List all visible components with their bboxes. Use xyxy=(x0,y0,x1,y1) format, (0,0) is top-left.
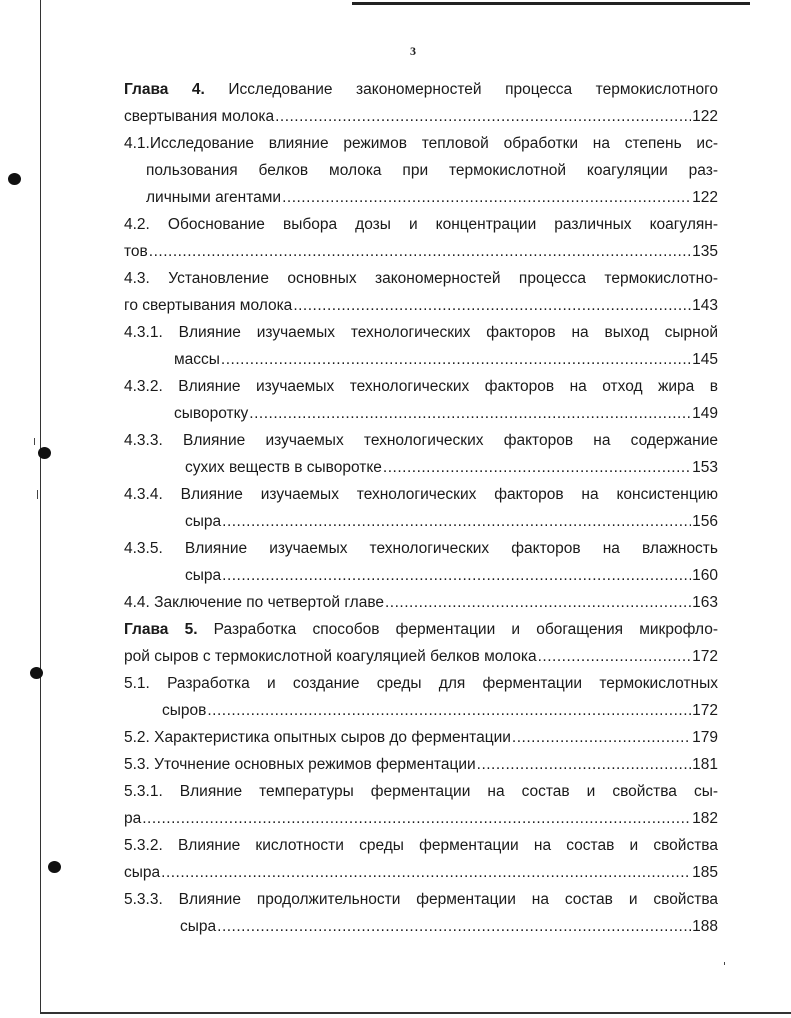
toc-text: 5.1. Разработка и создание среды для ферментации термокислотных xyxy=(124,675,718,692)
toc-text: 4.3. Установление основных закономерностей процесса термокислотно- xyxy=(124,270,718,287)
toc-section-4-3-2 xyxy=(124,373,718,427)
toc-text: 5.3. Уточнение основных режимов ферментации xyxy=(124,756,476,773)
toc-leader-dots xyxy=(142,805,691,832)
toc-page: 122 xyxy=(692,108,718,125)
toc-page: 182 xyxy=(692,810,718,827)
toc-section-5-2 xyxy=(124,724,718,751)
toc-leader-dots xyxy=(207,697,691,724)
toc-text: сыра xyxy=(180,918,217,935)
toc-leader-dots xyxy=(385,589,691,616)
toc-page: 143 xyxy=(692,297,718,314)
toc-leader-dots xyxy=(383,454,691,481)
toc-page: 172 xyxy=(692,702,718,719)
toc-leader-dots xyxy=(149,238,691,265)
toc-text: пользования белков молока при термокислотной коагуляции раз- xyxy=(146,162,718,179)
toc-section-4-2 xyxy=(124,211,718,265)
toc-leader-dots xyxy=(217,913,691,940)
toc-text: личными агентами xyxy=(146,189,282,206)
toc-section-4-3-5 xyxy=(124,535,718,589)
toc-page: 153 xyxy=(692,459,718,476)
page-number: 3 xyxy=(410,44,416,58)
toc-text: 4.2. Обоснование выбора дозы и концентрации различных коагулян- xyxy=(124,216,718,233)
toc-leader-dots xyxy=(222,562,691,589)
toc-text: 4.3.5. Влияние изучаемых технологических факторов на влажность xyxy=(124,540,718,557)
chapter-label: Глава 4. xyxy=(124,81,205,98)
toc-section-4-4 xyxy=(124,589,718,616)
left-border-line xyxy=(40,0,41,1012)
toc-leader-dots xyxy=(222,508,691,535)
toc-leader-dots xyxy=(161,859,691,886)
top-border-line xyxy=(352,2,750,5)
toc-text: 5.2. Характеристика опытных сыров до ферментации xyxy=(124,729,511,746)
bottom-border-line xyxy=(40,1012,791,1014)
table-of-contents xyxy=(124,76,718,940)
toc-chapter-4 xyxy=(124,76,718,130)
toc-text: Разработка способов ферментации и обогащения микрофло- xyxy=(197,621,718,638)
toc-leader-dots xyxy=(221,346,691,373)
toc-text: массы xyxy=(174,351,220,368)
toc-section-4-3-4 xyxy=(124,481,718,535)
toc-text: Исследование закономерностей процесса термокислотного xyxy=(204,81,718,98)
toc-text: 4.3.4. Влияние изучаемых технологических факторов на консистенцию xyxy=(124,486,718,503)
toc-text: 4.1.Исследование влияние режимов тепловой обработки на степень ис- xyxy=(124,135,718,152)
toc-text: сухих веществ в сыворотке xyxy=(185,459,382,476)
toc-text: сыворотку xyxy=(174,405,249,422)
toc-page: 160 xyxy=(692,567,718,584)
scan-speck xyxy=(34,438,35,445)
toc-text: 4.3.1. Влияние изучаемых технологических факторов на выход сырной xyxy=(124,324,718,341)
toc-leader-dots xyxy=(275,103,691,130)
toc-section-5-3 xyxy=(124,751,718,778)
toc-section-5-3-3 xyxy=(124,886,718,940)
toc-page: 135 xyxy=(692,243,718,260)
toc-page: 156 xyxy=(692,513,718,530)
binder-hole-icon xyxy=(48,861,61,873)
toc-page: 149 xyxy=(692,405,718,422)
scan-speck xyxy=(37,490,38,499)
toc-text: свертывания молока xyxy=(124,108,275,125)
toc-page: 122 xyxy=(692,189,718,206)
toc-page: 185 xyxy=(692,864,718,881)
toc-chapter-5 xyxy=(124,616,718,670)
toc-text: го свертывания молока xyxy=(124,297,293,314)
toc-page: 163 xyxy=(692,594,718,611)
toc-text: сыра xyxy=(185,513,222,530)
toc-leader-dots xyxy=(249,400,691,427)
scan-speck xyxy=(724,962,725,965)
toc-text: тов xyxy=(124,243,148,260)
toc-leader-dots xyxy=(293,292,691,319)
toc-text: сыров xyxy=(162,702,207,719)
binder-hole-icon xyxy=(8,173,21,185)
toc-section-4-3-1 xyxy=(124,319,718,373)
toc-page: 172 xyxy=(692,648,718,665)
toc-text: 4.3.2. Влияние изучаемых технологических факторов на отход жира в xyxy=(124,378,718,395)
toc-section-4-3-3 xyxy=(124,427,718,481)
toc-text: 5.3.1. Влияние температуры ферментации на состав и свойства сы- xyxy=(124,783,718,800)
toc-page: 145 xyxy=(692,351,718,368)
chapter-label: Глава 5. xyxy=(124,621,198,638)
toc-text: 5.3.3. Влияние продолжительности ферментации на состав и свойства xyxy=(124,891,718,908)
toc-page: 179 xyxy=(692,729,718,746)
toc-text: ра xyxy=(124,810,142,827)
toc-text: 5.3.2. Влияние кислотности среды ферментации на состав и свойства xyxy=(124,837,718,854)
toc-leader-dots xyxy=(282,184,691,211)
toc-section-5-3-2 xyxy=(124,832,718,886)
toc-section-4-1 xyxy=(124,130,718,211)
toc-text: 4.4. Заключение по четвертой главе xyxy=(124,594,384,611)
toc-section-5-1 xyxy=(124,670,718,724)
binder-hole-icon xyxy=(30,667,43,679)
toc-leader-dots xyxy=(477,751,691,778)
toc-text: 4.3.3. Влияние изучаемых технологических факторов на содержание xyxy=(124,432,718,449)
toc-page: 181 xyxy=(692,756,718,773)
toc-section-4-3 xyxy=(124,265,718,319)
toc-text: сыра xyxy=(124,864,161,881)
toc-section-5-3-1 xyxy=(124,778,718,832)
toc-text: сыра xyxy=(185,567,222,584)
toc-leader-dots xyxy=(512,724,691,751)
toc-text: рой сыров с термокислотной коагуляцией белков молока xyxy=(124,648,537,665)
toc-leader-dots xyxy=(538,643,692,670)
binder-hole-icon xyxy=(38,447,51,459)
toc-page: 188 xyxy=(692,918,718,935)
